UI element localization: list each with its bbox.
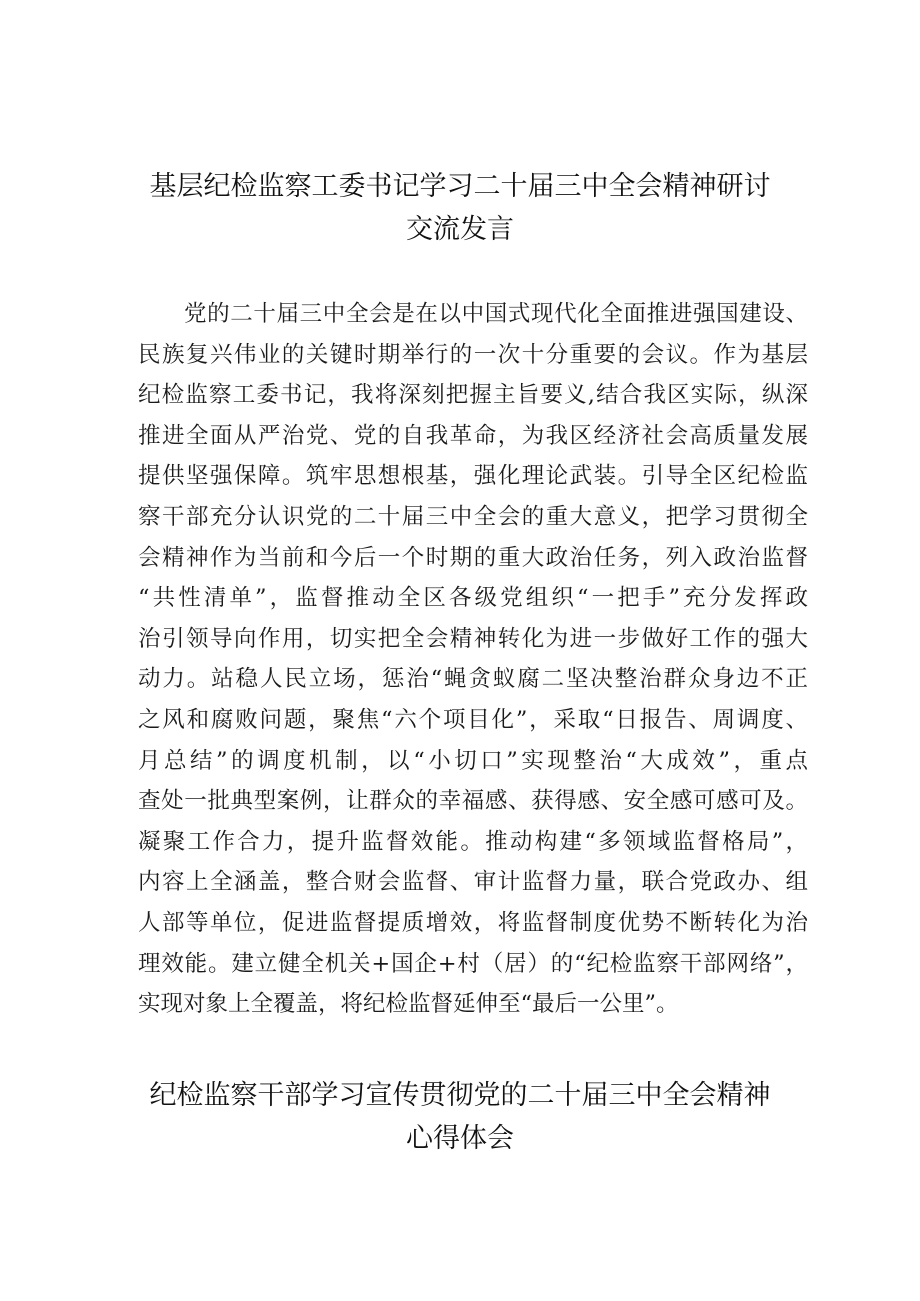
body-line-9: 治引领导向作用，切实把全会精神转化为进一步做好工作的强大	[138, 625, 808, 652]
body-line-1: 党的二十届三中全会是在以中国式现代化全面推进强国建设、	[184, 301, 808, 327]
article-1-title-line-1: 基层纪检监察工委书记学习二十届三中全会精神研讨	[149, 171, 771, 202]
body-line-10: 动力。站稳人民立场，惩治“蝇贪蚁腐二坚决整治群众身边不正	[138, 666, 808, 693]
body-line-8: “共性清单”，监督推动全区各级党组织“一把手”充分发挥政	[138, 585, 808, 612]
body-line-4: 推进全面从严治党、党的自我革命，为我区经济社会高质量发展	[138, 422, 808, 449]
body-line-16: 人部等单位，促进监督提质增效，将监督制度优势不断转化为治	[138, 909, 808, 936]
body-line-2: 民族复兴伟业的关键时期举行的一次十分重要的会议。作为基层	[138, 341, 808, 368]
body-line-17: 理效能。建立健全机关+国企+村（居）的“纪检监察干部网络”，	[138, 950, 808, 977]
body-line-12: 月总结”的调度机制，以“小切口”实现整治“大成效”，重点	[138, 747, 808, 774]
body-line-5: 提供坚强保障。筑牢思想根基，强化理论武装。引导全区纪检监	[138, 463, 808, 490]
body-line-11: 之风和腐败问题，聚焦“六个项目化”，采取“日报告、周调度、	[138, 706, 808, 733]
body-line-7: 会精神作为当前和今后一个时期的重大政治任务，列入政治监督	[138, 544, 808, 571]
body-line-14: 凝聚工作合力，提升监督效能。推动构建“多领域监督格局”，	[138, 828, 808, 855]
body-line-18: 实现对象上全覆盖，将纪检监督延伸至“最后一公里”。	[138, 991, 679, 1018]
article-1-title	[90, 165, 830, 251]
article-1-body	[138, 294, 808, 1025]
body-line-6: 察干部充分认识党的二十届三中全会的重大意义，把学习贯彻全	[138, 503, 808, 530]
article-2-title-line-2: 心得体会	[406, 1123, 514, 1154]
body-line-15: 内容上全涵盖，整合财会监督、审计监督力量，联合党政办、组	[138, 869, 808, 896]
body-line-13: 查处一批典型案例，让群众的幸福感、获得感、安全感可感可及。	[138, 788, 808, 815]
article-1-title-line-2: 交流发言	[406, 214, 514, 245]
body-line-3: 纪检监察工委书记，我将深刻把握主旨要义,结合我区实际，纵深	[138, 382, 808, 409]
article-2-title	[90, 1074, 830, 1160]
article-2-title-line-1: 纪检监察干部学习宣传贯彻党的二十届三中全会精神	[149, 1080, 771, 1111]
